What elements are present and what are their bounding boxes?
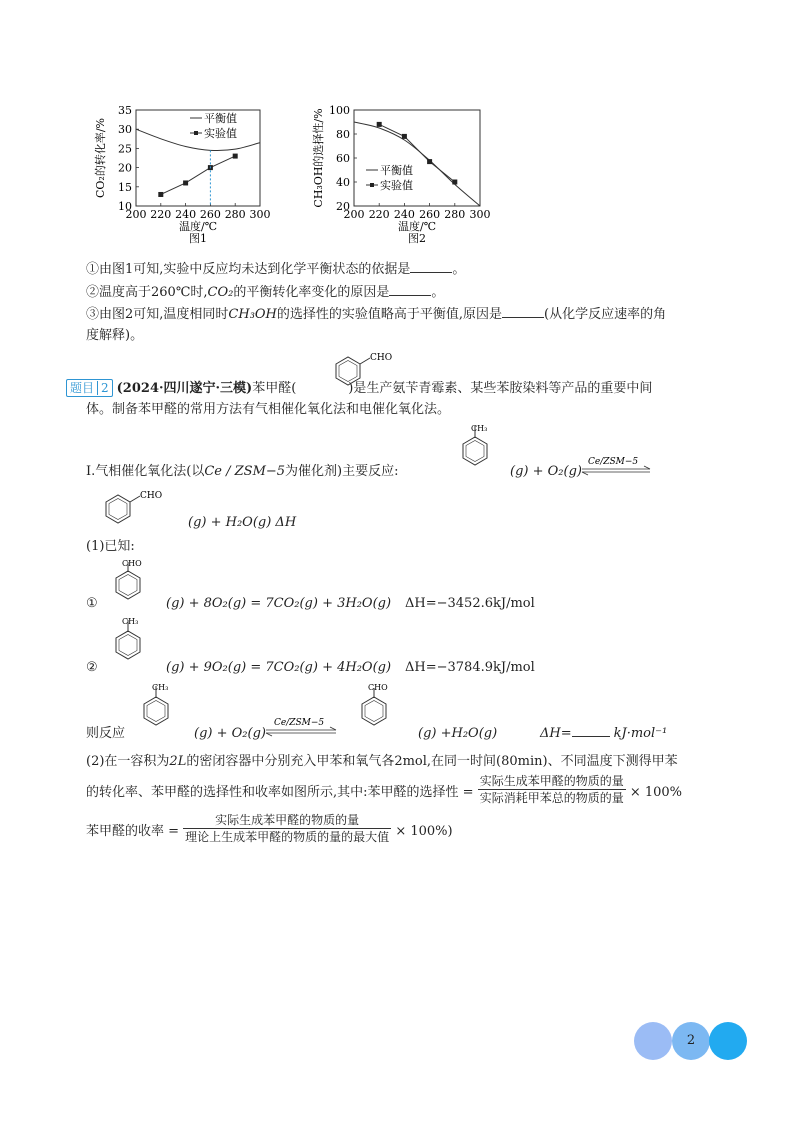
x-tick-label: 280 xyxy=(444,208,466,221)
known-heading: (1)已知: xyxy=(86,539,135,554)
eq1-enthalpy: ΔH=−3452.6kJ/mol xyxy=(405,596,535,611)
problem-2-line2: 体。制备苯甲醛的常用方法有气相催化氧化法和电催化氧化法。 xyxy=(86,402,451,417)
experimental-point xyxy=(377,122,382,127)
question-2: ②温度高于260℃时,CO₂的平衡转化率变化的原因是 。 xyxy=(86,285,445,300)
eq1-reaction: (g) + 8O₂(g) = 7CO₂(g) + 3H₂O(g) xyxy=(166,596,392,611)
eq2-number: ② xyxy=(86,660,98,675)
benzaldehyde-product xyxy=(96,488,166,532)
part-2-line1: (2)在一容积为2L的密闭容器中分别充入甲苯和氧气各2mol,在同一时间(80min)、不同温度下测得甲苯 xyxy=(86,754,678,769)
eq2-reaction: (g) + 9O₂(g) = 7CO₂(g) + 4H₂O(g) xyxy=(166,660,392,675)
selectivity-fraction: $\frac{\text{实际生成苯甲醛的物质的量}}{\text{实际消耗甲苯总的物质的量}}$ xyxy=(479,774,624,805)
svg-text:CHO: CHO xyxy=(122,559,142,568)
catalyst-arrow xyxy=(580,455,654,479)
svg-text:Ce/ZSM−5: Ce/ZSM−5 xyxy=(274,718,325,728)
x-tick-label: 200 xyxy=(125,208,147,221)
answer-blank[interactable] xyxy=(410,260,452,273)
y-tick-label: 100 xyxy=(329,104,350,117)
x-tick-label: 220 xyxy=(368,208,390,221)
benzaldehyde-structure xyxy=(322,352,392,394)
svg-text:CH₃: CH₃ xyxy=(152,683,169,692)
y-tick-label: 60 xyxy=(336,152,350,165)
experimental-point xyxy=(183,180,188,185)
series-equilibrium-line xyxy=(354,122,480,206)
toluene-eq2 xyxy=(110,614,158,676)
y-tick-label: 30 xyxy=(118,123,132,137)
x-tick-label: 240 xyxy=(175,208,197,221)
x-tick-label: 200 xyxy=(343,208,365,221)
x-tick-label: 220 xyxy=(150,208,172,221)
plot-frame xyxy=(136,110,260,206)
x-tick-label: 240 xyxy=(393,208,415,221)
question-3-cont: 度解释)。 xyxy=(86,328,144,343)
reaction-right: (g) + H₂O(g) ΔH xyxy=(188,515,297,530)
y-axis-label: CO₂的转化率/% xyxy=(94,117,107,199)
question-1: ①由图1可知,实验中反应均未达到化学平衡状态的依据是 。 xyxy=(86,262,466,277)
experimental-point xyxy=(427,159,432,164)
svg-text:CH₃: CH₃ xyxy=(471,424,488,433)
svg-text:CH₃: CH₃ xyxy=(122,617,139,626)
reaction-left: (g) + O₂(g) xyxy=(510,464,582,479)
x-tick-label: 300 xyxy=(469,208,491,221)
catalyst-arrow-2 xyxy=(264,716,340,740)
page-number: 2 xyxy=(686,1033,696,1048)
experimental-point xyxy=(233,154,238,159)
figure-caption: 图1 xyxy=(189,232,207,245)
svg-text:CHO: CHO xyxy=(140,491,163,501)
legend-experimental-marker xyxy=(194,131,198,135)
benzaldehyde-eq1 xyxy=(110,556,158,612)
x-tick-label: 260 xyxy=(419,208,441,221)
y-tick-label: 20 xyxy=(336,200,350,213)
y-tick-label: 40 xyxy=(336,176,350,189)
then-reaction-left: (g) + O₂(g) xyxy=(194,726,266,741)
part-1-line: Ⅰ.气相催化氧化法(以Ce / ZSM−5为催化剂)主要反应: xyxy=(86,464,399,479)
x-axis-label: 温度/℃ xyxy=(178,220,218,233)
y-axis-label: CH₃OH的选择性/% xyxy=(312,108,325,208)
y-tick-label: 35 xyxy=(118,104,132,117)
experimental-point xyxy=(158,192,163,197)
figure-caption: 图2 xyxy=(408,232,426,245)
toluene-then xyxy=(138,680,186,742)
page-badge-left xyxy=(634,1022,672,1060)
y-tick-label: 80 xyxy=(336,128,350,141)
y-tick-label: 25 xyxy=(118,142,132,156)
x-axis-label: 温度/℃ xyxy=(397,220,437,233)
legend-experimental-label: 实验值 xyxy=(380,179,413,192)
part-2-line3: 苯甲醛的收率 = $\frac{\text{实际生成苯甲醛的物质的量}}{\text{理论上生成苯甲醛的物质的量的最大值}}$ × 100%) xyxy=(86,813,453,844)
x-tick-label: 260 xyxy=(199,208,221,221)
svg-text:Ce/ZSM−5: Ce/ZSM−5 xyxy=(588,457,639,467)
then-label: 则反应 xyxy=(86,726,126,741)
benzaldehyde-then xyxy=(356,680,404,742)
then-reaction-right: (g) +H₂O(g) xyxy=(418,726,498,741)
problem-2-line1: 题目 2 (2024·四川遂宁·三模)苯甲醛( )是生产氨苄青霉素、某些苯胺染料等产品的重要中间 xyxy=(66,379,652,399)
answer-blank[interactable] xyxy=(389,283,431,296)
cho-label: CHO xyxy=(370,353,392,363)
plot-frame xyxy=(354,110,480,206)
part-2-line2: 的转化率、苯甲醛的选择性和收率如图所示,其中:苯甲醛的选择性 = $\frac{\text{实际生成苯甲醛的物质的量}}{\text{实际消耗甲苯总的物质的量}}$ × 100% xyxy=(86,774,683,805)
question-3: ③由图2可知,温度相同时CH₃OH的选择性的实验值略高于平衡值,原因是 (从化学反应速率的角 xyxy=(86,307,667,322)
toluene-structure xyxy=(455,420,503,480)
legend-experimental-marker xyxy=(370,183,374,187)
page-badge-right xyxy=(709,1022,747,1060)
question-1-text: ①由图1可知,实验中反应均未达到化学平衡状态的依据是 xyxy=(86,262,411,277)
legend-equilibrium-label: 平衡值 xyxy=(204,112,237,125)
answer-blank[interactable] xyxy=(502,305,544,318)
experimental-point xyxy=(452,180,457,185)
legend-equilibrium-label: 平衡值 xyxy=(380,164,413,177)
chart-co2-conversion xyxy=(92,96,282,256)
answer-blank[interactable] xyxy=(572,724,610,737)
y-tick-label: 15 xyxy=(118,180,132,194)
then-enthalpy: ΔH= kJ·mol⁻¹ xyxy=(540,726,668,741)
y-tick-label: 10 xyxy=(118,200,132,213)
x-tick-label: 280 xyxy=(224,208,246,221)
legend-experimental-label: 实验值 xyxy=(204,127,237,140)
experimental-point xyxy=(402,134,407,139)
eq2-enthalpy: ΔH=−3784.9kJ/mol xyxy=(405,660,535,675)
series-experimental-line xyxy=(161,156,235,194)
problem-tag: 题目 2 xyxy=(66,379,113,397)
chart-ch3oh-selectivity xyxy=(308,96,508,256)
svg-text:CHO: CHO xyxy=(368,683,388,692)
y-tick-label: 20 xyxy=(118,161,132,175)
yield-fraction: $\frac{\text{实际生成苯甲醛的物质的量}}{\text{理论上生成苯甲醛的物质的量的最大值}}$ xyxy=(185,813,390,844)
x-tick-label: 300 xyxy=(249,208,271,221)
eq1-number: ① xyxy=(86,596,98,611)
